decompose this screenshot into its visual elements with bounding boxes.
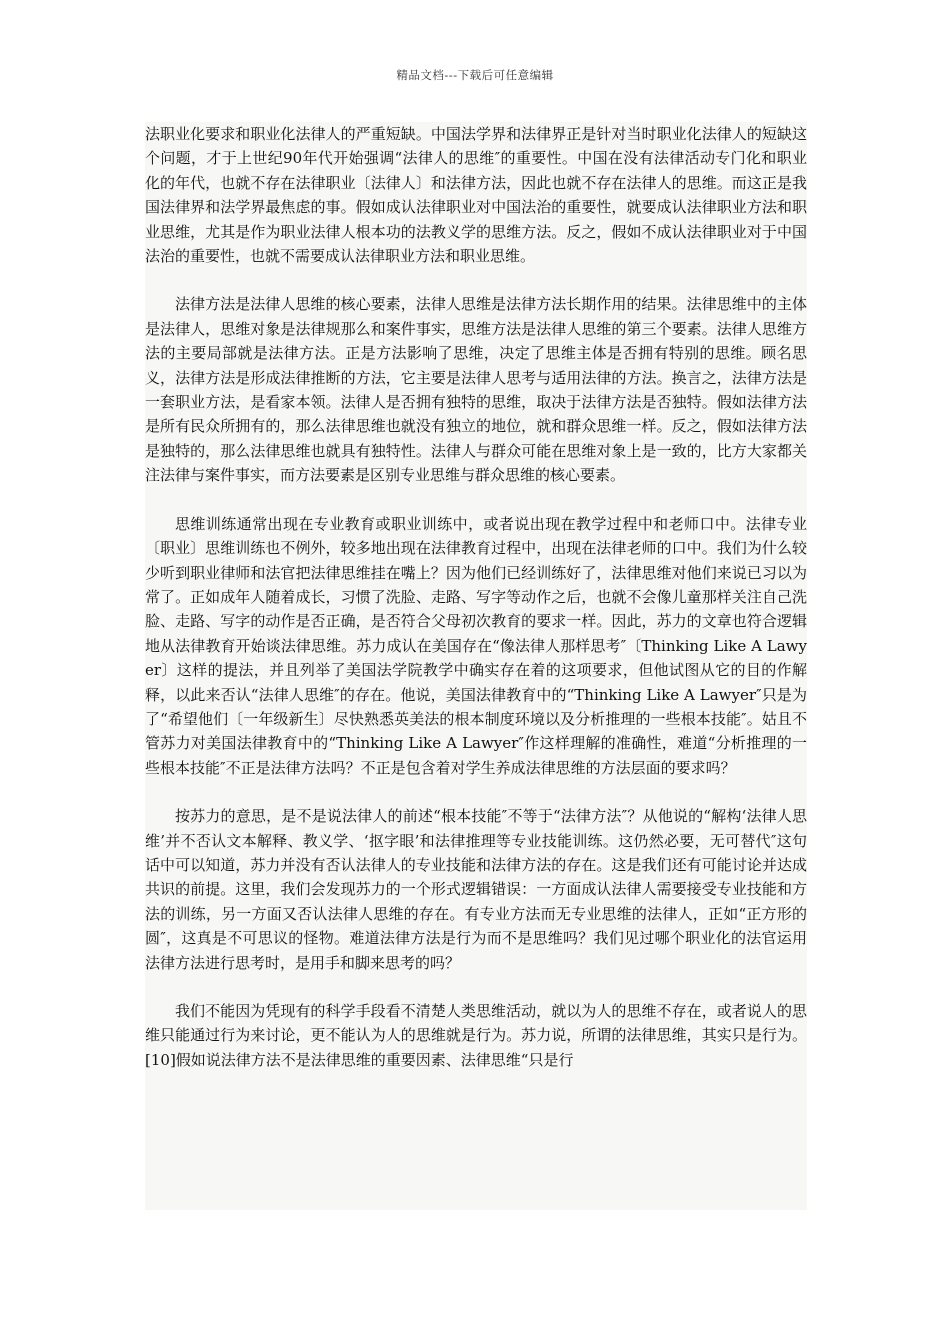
paragraph-5: 我们不能因为凭现有的科学手段看不清楚人类思维活动，就以为人的思维不存在，或者说人的思维只能通过行为来讨论，更不能认为人的思维就是行为。苏力说，所谓的法律思维，其实只是行为。[10]假如说法律方法不是法律思维的重要因素、法律思维“只是行 [145,1002,807,1069]
page-header: 精品文档---下载后可任意编辑 [396,68,554,82]
paragraph-3: 思维训练通常出现在专业教育或职业训练中，或者说出现在教学过程中和老师口中。法律专业〔职业〕思维训练也不例外，较多地出现在法律教育过程中，出现在法律老师的口中。我们为什么较少听到职业律师和法官把法律思维挂在嘴上？因为他们已经训练好了，法律思维对他们来说已习以为常了。正如成年人随着成长，习惯了洗脸、走路、写字等动作之后，也就不会像儿童那样关注自己洗脸、走路、写字的动作是否正确，是否符合父母初次教育的要求一样。因此，苏力的文章也符合逻辑地从法律教育开始谈法律思维。苏力成认在美国存在“像法律人那样思考″〔Thinking Like A Lawyer〕这样的提法，并且列举了美国法学院教学中确实存在着的这项要求，但他试图从它的目的作解释，以此来否认“法律人思维″的存在。他说，美国法律教育中的“Thinking Like A Lawyer″只是为了“希望他们〔一年级新生〕尽快熟悉英美法的根本制度环境以及分析推理的一些根本技能″。姑且不管苏力对美国法律教育中的“Thinking Like A Lawyer″作这样理解的准确性，难道“分析推理的一些根本技能″不正是法律方法吗？不正是包含着对学生养成法律思维的方法层面的要求吗？ [145,514,807,777]
document-body [145,122,807,1210]
paragraph-2: 法律方法是法律人思维的核心要素，法律人思维是法律方法长期作用的结果。法律思维中的主体是法律人，思维对象是法律规那么和案件事实，思维方法是法律人思维的第三个要素。法律人思维方法的主要局部就是法律方法。正是方法影响了思维，决定了思维主体是否拥有特别的思维。顾名思义，法律方法是形成法律推断的方法，它主要是法律人思考与适用法律的方法。换言之，法律方法是一套职业方法，是看家本领。法律人是否拥有独特的思维，取决于法律方法是否独特。假如法律方法是所有民众所拥有的，那么法律思维也就没有独立的地位，就和群众思维一样。反之，假如法律方法是独特的，那么法律思维也就具有独特性。法律人与群众可能在思维对象上是一致的，比方大家都关注法律与案件事实，而方法要素是区别专业思维与群众思维的核心要素。 [145,295,807,485]
paragraph-4: 按苏力的意思，是不是说法律人的前述“根本技能″不等于“法律方法″？从他说的“解构‘法律人思维’并不否认文本解释、教义学、‘抠字眼’和法律推理等专业技能训练。这仍然必要，无可替代″这句话中可以知道，苏力并没有否认法律人的专业技能和法律方法的存在。这是我们还有可能讨论并达成共识的前提。这里，我们会发现苏力的一个形式逻辑错误：一方面成认法律人需要接受专业技能和方法的训练，另一方面又否认法律人思维的存在。有专业方法而无专业思维的法律人，正如“正方形的圆″，这真是不可思议的怪物。难道法律方法是行为而不是思维吗？我们见过哪个职业化的法官运用法律方法进行思考时，是用手和脚来思考的吗？ [145,807,807,972]
paragraph-1: 法职业化要求和职业化法律人的严重短缺。中国法学界和法律界正是针对当时职业化法律人的短缺这个问题，才于上世纪90年代开始强调“法律人的思维″的重要性。中国在没有法律活动专门化和职业化的年代，也就不存在法律职业〔法律人〕和法律方法，因此也就不存在法律人的思维。而这正是我国法律界和法学界最焦虑的事。假如成认法律职业对中国法治的重要性，就要成认法律职业方法和职业思维，尤其是作为职业法律人根本功的法教义学的思维方法。反之，假如不成认法律职业对于中国法治的重要性，也就不需要成认法律职业方法和职业思维。 [145,125,807,266]
